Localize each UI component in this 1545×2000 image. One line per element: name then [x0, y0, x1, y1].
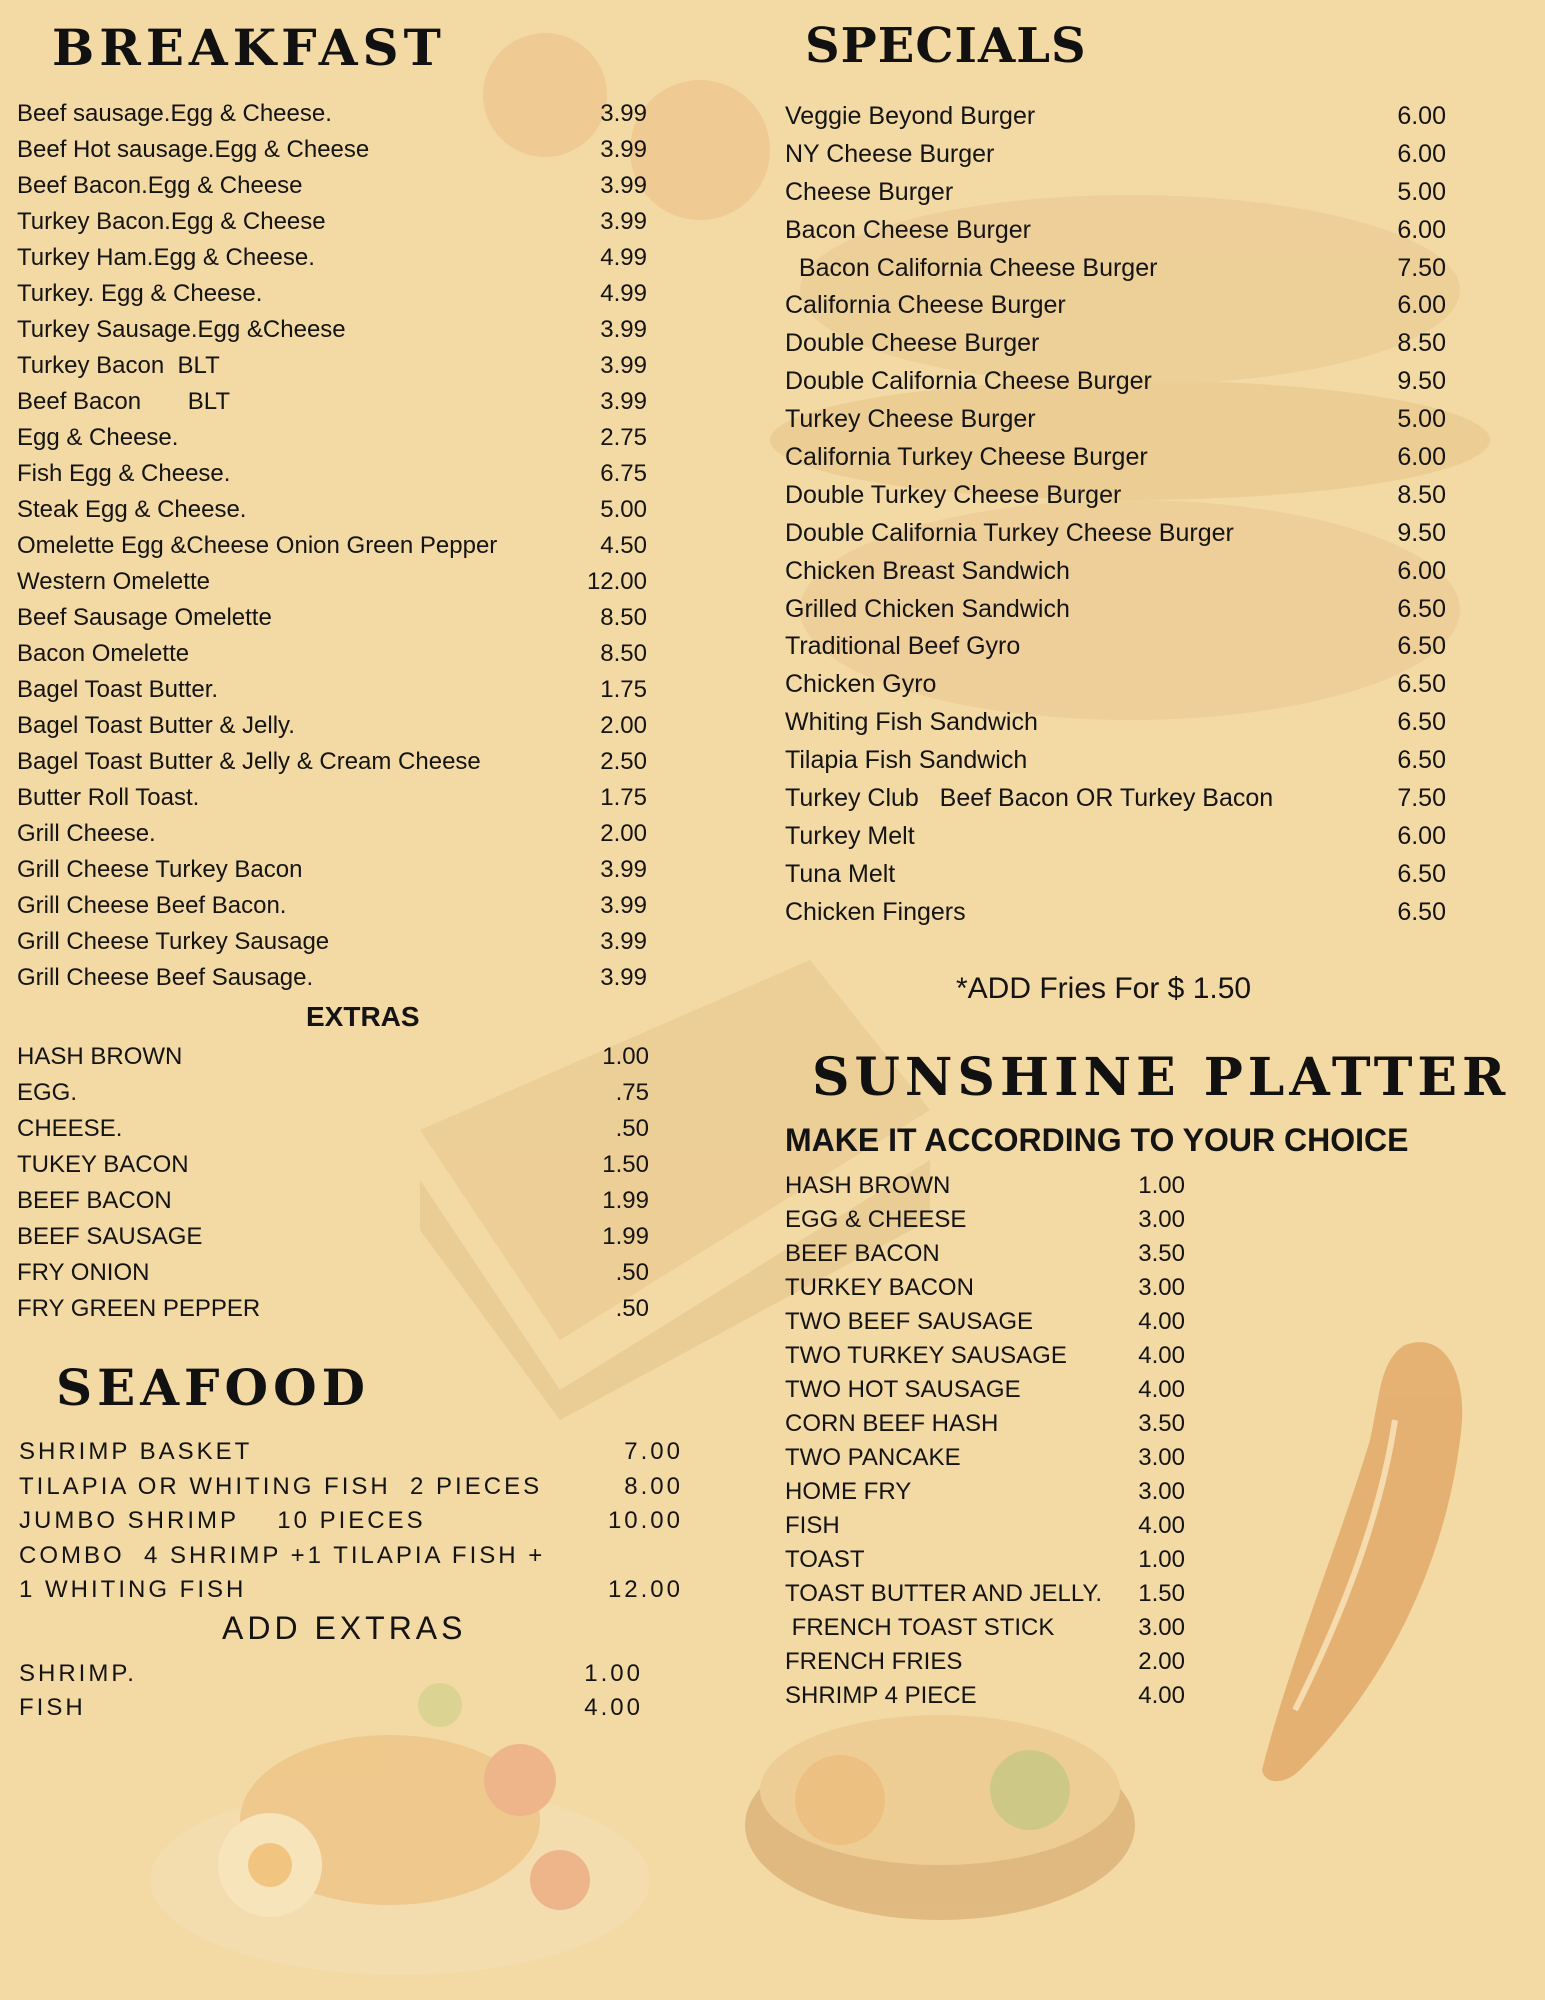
menu-item-row [17, 672, 647, 708]
add-extras-title: ADD EXTRAS [222, 1610, 467, 1646]
menu-item-row [785, 552, 1446, 590]
menu-item-row [785, 1645, 1185, 1679]
menu-item-name: CORN BEEF HASH [785, 1410, 999, 1437]
menu-item-name: Beef Sausage Omelette [17, 604, 272, 631]
menu-item-name: Bacon Omelette [17, 640, 190, 667]
menu-item-row [17, 564, 647, 600]
menu-item-name: SHRIMP 4 PIECE [785, 1682, 977, 1709]
menu-item-name: CHEESE. [17, 1115, 123, 1142]
menu-item-name: TWO HOT SAUSAGE [785, 1376, 1021, 1403]
menu-item-name: 1 WHITING FISH [19, 1576, 247, 1603]
menu-item-price: 8.00 [624, 1472, 683, 1500]
menu-item-name: Grill Cheese. [17, 820, 156, 847]
bowl-illustration [745, 1715, 1135, 1920]
menu-item-name: Beef Hot sausage.Egg & Cheese [17, 136, 370, 163]
menu-item-price: 3.99 [600, 316, 647, 343]
menu-item-price: 4.00 [1138, 1512, 1185, 1539]
menu-item-price: 3.00 [1138, 1206, 1185, 1233]
menu-item-row [17, 204, 647, 240]
menu-item-price: 12.00 [607, 1576, 683, 1603]
menu-item-name: TUKEY BACON [17, 1151, 189, 1178]
menu-item-price: 3.00 [1138, 1478, 1185, 1505]
menu-item-row [17, 1039, 649, 1075]
menu-item-price: 4.99 [600, 244, 647, 271]
menu-item-price: .50 [615, 1115, 649, 1142]
menu-item-price: .50 [615, 1295, 649, 1322]
menu-item-price: 1.75 [600, 676, 647, 703]
menu-item-row [785, 1305, 1185, 1339]
menu-item-name: Chicken Fingers [785, 897, 966, 926]
menu-item-name: Butter Roll Toast. [17, 784, 200, 811]
menu-item-name: SHRIMP BASKET [19, 1438, 253, 1465]
menu-item-row [19, 1538, 683, 1573]
extras-title: EXTRAS [306, 1001, 420, 1032]
menu-item-row [17, 960, 647, 996]
menu-item-row [17, 744, 647, 780]
menu-item-row [17, 780, 647, 816]
specials-list [785, 97, 1446, 931]
menu-item-name: Steak Egg & Cheese. [17, 496, 247, 523]
menu-item-name: TOAST [785, 1546, 865, 1573]
menu-item-name: BEEF BACON [17, 1187, 172, 1214]
menu-item-row [785, 1509, 1185, 1543]
menu-item-name: Turkey. Egg & Cheese. [17, 280, 263, 307]
menu-item-name: Turkey Bacon BLT [17, 352, 220, 379]
menu-item-price: 6.50 [1397, 859, 1446, 888]
breakfast-title: BREAKFAST [52, 18, 446, 77]
menu-item-row [785, 514, 1446, 552]
menu-item-row [785, 1169, 1185, 1203]
menu-item-name: Bacon Cheese Burger [785, 215, 1031, 244]
menu-item-row [785, 211, 1446, 249]
menu-item-row [785, 703, 1446, 741]
menu-item-row [785, 1237, 1185, 1271]
menu-item-price: 7.00 [624, 1438, 683, 1465]
menu-item-price: 2.75 [600, 424, 647, 451]
menu-item-row [17, 1147, 649, 1183]
menu-item-price: 6.00 [1397, 215, 1446, 244]
menu-item-price: 12.00 [586, 568, 647, 595]
menu-item-name: Turkey Cheese Burger [785, 405, 1036, 434]
platter-subtitle: MAKE IT ACCORDING TO YOUR CHOICE [785, 1122, 1409, 1158]
menu-item-name: TOAST BUTTER AND JELLY. [785, 1580, 1102, 1607]
menu-item-name: Chicken Gyro [785, 670, 937, 699]
menu-item-price: 6.50 [1397, 746, 1446, 775]
menu-item-row [785, 1203, 1185, 1237]
menu-item-price: 3.99 [600, 388, 647, 415]
menu-item-price: 8.50 [600, 604, 647, 631]
menu-item-price: 6.50 [1397, 632, 1446, 661]
menu-item-price: 6.50 [1397, 897, 1446, 926]
menu-item-price: 2.00 [600, 820, 647, 847]
menu-item-row [17, 600, 647, 636]
menu-item-price: 3.99 [600, 208, 647, 235]
menu-item-price: 1.00 [584, 1660, 643, 1687]
menu-item-row [17, 1183, 649, 1219]
menu-item-price: 4.00 [1138, 1682, 1185, 1709]
menu-item-name: Double Cheese Burger [785, 329, 1040, 358]
menu-item-price: 4.00 [1138, 1342, 1185, 1369]
menu-item-name: Turkey Ham.Egg & Cheese. [17, 244, 315, 271]
menu-item-row [17, 348, 647, 384]
menu-item-price: 10.00 [607, 1507, 683, 1534]
menu-item-name: FRENCH TOAST STICK [785, 1614, 1055, 1641]
menu-item-price: 6.00 [1397, 139, 1446, 168]
menu-item-price: 1.00 [1138, 1546, 1185, 1573]
menu-item-name: TURKEY BACON [785, 1274, 974, 1301]
noodle-plate-illustration [150, 1683, 650, 1975]
menu-item-row [785, 665, 1446, 703]
seafood-list [19, 1434, 683, 1607]
menu-item-row [785, 1679, 1185, 1713]
menu-item-row [17, 816, 647, 852]
menu-item-row [17, 132, 647, 168]
menu-item-row [785, 249, 1446, 287]
menu-item-row [17, 528, 647, 564]
menu-item-row [17, 168, 647, 204]
menu-item-row [17, 1291, 649, 1327]
menu-item-name: NY Cheese Burger [785, 139, 995, 168]
menu-item-row [17, 1255, 649, 1291]
menu-item-row [17, 852, 647, 888]
menu-item-row [785, 590, 1446, 628]
menu-item-price: 4.00 [1138, 1308, 1185, 1335]
menu-item-price: 3.50 [1138, 1410, 1185, 1437]
menu-item-row [17, 636, 647, 672]
menu-item-row [785, 779, 1446, 817]
menu-item-row [17, 96, 647, 132]
menu-item-row [785, 817, 1446, 855]
menu-item-row [785, 893, 1446, 931]
menu-item-name: Traditional Beef Gyro [785, 632, 1021, 661]
breakfast-list [17, 96, 647, 996]
menu-item-price: 4.00 [1138, 1376, 1185, 1403]
menu-item-price: 5.00 [600, 496, 647, 523]
menu-item-price: 8.50 [600, 640, 647, 667]
platter-list [785, 1169, 1185, 1713]
menu-item-name: BEEF BACON [785, 1240, 940, 1267]
menu-item-price: 3.00 [1138, 1614, 1185, 1641]
menu-item-price: .50 [615, 1259, 649, 1286]
menu-item-row [785, 1407, 1185, 1441]
menu-item-price: 6.00 [1397, 291, 1446, 320]
menu-item-price: 6.00 [1397, 443, 1446, 472]
menu-item-name: Turkey Sausage.Egg &Cheese [17, 316, 346, 343]
menu-item-row [785, 855, 1446, 893]
menu-item-name: FRY GREEN PEPPER [17, 1295, 261, 1322]
menu-item-name: Egg & Cheese. [17, 424, 179, 451]
menu-item-price: 6.00 [1397, 556, 1446, 585]
menu-item-row [17, 1111, 649, 1147]
menu-item-row [785, 97, 1446, 135]
menu-item-row [19, 1469, 683, 1504]
menu-item-price: 3.99 [600, 964, 647, 991]
menu-item-price: 2.00 [600, 712, 647, 739]
menu-item-row [785, 1577, 1185, 1611]
menu-item-row [785, 1543, 1185, 1577]
menu-item-name: Turkey Club Beef Bacon OR Turkey Bacon [785, 784, 1274, 813]
menu-item-price: 3.99 [600, 892, 647, 919]
menu-item-name: FRENCH FRIES [785, 1648, 963, 1675]
sausage-illustration [1262, 1342, 1462, 1781]
menu-item-name: Grill Cheese Beef Sausage. [17, 964, 314, 991]
menu-item-row [785, 1271, 1185, 1305]
menu-item-name: Bacon California Cheese Burger [785, 253, 1158, 282]
menu-item-price: 3.99 [600, 928, 647, 955]
menu-item-price: 8.50 [1397, 329, 1446, 358]
menu-item-name: Chicken Breast Sandwich [785, 556, 1070, 585]
menu-item-row [785, 476, 1446, 514]
menu-item-row [19, 1691, 643, 1725]
menu-item-name: FISH [785, 1512, 840, 1539]
menu-item-name: Beef Bacon BLT [17, 388, 230, 415]
menu-item-row [17, 492, 647, 528]
menu-item-row [785, 135, 1446, 173]
menu-item-row [17, 456, 647, 492]
menu-item-price: .75 [615, 1079, 649, 1106]
menu-item-price: 5.00 [1397, 405, 1446, 434]
menu-item-row [17, 276, 647, 312]
menu-item-name: Double California Cheese Burger [785, 367, 1152, 396]
menu-item-name: Double Turkey Cheese Burger [785, 480, 1122, 509]
menu-item-name: TWO PANCAKE [785, 1444, 961, 1471]
menu-item-price: 4.50 [600, 532, 647, 559]
menu-item-price: 3.99 [600, 100, 647, 127]
menu-item-price: 1.75 [600, 784, 647, 811]
menu-item-name: Turkey Bacon.Egg & Cheese [17, 208, 326, 235]
menu-item-name: JUMBO SHRIMP 10 PIECES [19, 1507, 426, 1534]
menu-item-price: 3.99 [600, 352, 647, 379]
menu-item-price: 5.00 [1397, 177, 1446, 206]
extras-list [17, 1039, 649, 1327]
menu-item-price: 1.50 [602, 1151, 649, 1178]
menu-item-row [19, 1434, 683, 1469]
menu-item-name: Grill Cheese Turkey Sausage [17, 928, 330, 955]
menu-item-name: Tilapia Fish Sandwich [785, 746, 1028, 775]
add-extras-list [19, 1657, 643, 1725]
menu-item-row [785, 362, 1446, 400]
menu-item-price: 1.00 [602, 1043, 649, 1070]
menu-item-price: 6.75 [600, 460, 647, 487]
menu-item-name: Turkey Melt [785, 821, 915, 850]
menu-item-price: 6.00 [1397, 102, 1446, 130]
menu-item-name: California Turkey Cheese Burger [785, 443, 1148, 472]
menu-item-price: 9.50 [1397, 518, 1446, 547]
menu-item-row [19, 1657, 643, 1691]
menu-item-name: Bagel Toast Butter. [17, 676, 219, 703]
menu-item-row [785, 1441, 1185, 1475]
menu-item-name: Double California Turkey Cheese Burger [785, 518, 1234, 547]
menu-item-name: EGG & CHEESE [785, 1206, 967, 1233]
menu-item-row [17, 1075, 649, 1111]
menu-item-row [785, 1373, 1185, 1407]
menu-item-price: 1.00 [1138, 1172, 1185, 1199]
menu-item-name: HASH BROWN [17, 1043, 183, 1070]
menu-item-row [785, 173, 1446, 211]
menu-item-row [17, 240, 647, 276]
menu-item-price: 1.99 [602, 1187, 649, 1214]
menu-item-price: 4.99 [600, 280, 647, 307]
menu-item-price: 7.50 [1397, 253, 1446, 282]
menu-item-name: Tuna Melt [785, 859, 896, 888]
fries-note: *ADD Fries For $ 1.50 [956, 972, 1252, 1005]
menu-item-name: SHRIMP. [19, 1660, 137, 1687]
menu-item-name: Grill Cheese Beef Bacon. [17, 892, 287, 919]
menu-item-name: COMBO 4 SHRIMP +1 TILAPIA FISH + [19, 1541, 546, 1569]
platter-title: SUNSHINE PLATTER [812, 1047, 1511, 1108]
menu-item-row [785, 627, 1446, 665]
menu-item-name: TWO TURKEY SAUSAGE [785, 1342, 1067, 1369]
menu-item-price: 6.50 [1397, 708, 1446, 737]
menu-item-price: 3.00 [1138, 1444, 1185, 1471]
menu-item-row [17, 1219, 649, 1255]
menu-item-row [19, 1572, 683, 1607]
menu-item-price: 3.99 [600, 136, 647, 163]
menu-item-name: Fish Egg & Cheese. [17, 460, 231, 487]
menu-item-name: EGG. [17, 1079, 78, 1106]
menu-item-row [19, 1503, 683, 1538]
menu-item-name: Beef sausage.Egg & Cheese. [17, 100, 332, 127]
menu-item-row [17, 924, 647, 960]
menu-item-price: 3.00 [1138, 1274, 1185, 1301]
menu-item-name: HOME FRY [785, 1478, 912, 1505]
menu-item-row [17, 420, 647, 456]
menu-item-name: TWO BEEF SAUSAGE [785, 1308, 1034, 1335]
menu-item-price: 7.50 [1397, 784, 1446, 813]
menu-item-row [17, 384, 647, 420]
menu-item-name: Whiting Fish Sandwich [785, 708, 1038, 737]
menu-item-row [785, 741, 1446, 779]
menu-item-name: California Cheese Burger [785, 291, 1066, 320]
menu-item-row [17, 708, 647, 744]
menu-item-price: 6.50 [1397, 670, 1446, 699]
menu-item-name: Bagel Toast Butter & Jelly. [17, 712, 295, 739]
menu-item-row [785, 1339, 1185, 1373]
menu-item-row [785, 324, 1446, 362]
menu-item-price: 4.00 [584, 1694, 643, 1721]
menu-item-price: 9.50 [1397, 367, 1446, 396]
menu-item-name: Beef Bacon.Egg & Cheese [17, 172, 303, 199]
menu-item-name: HASH BROWN [785, 1172, 951, 1199]
menu-item-price: 8.50 [1397, 480, 1446, 509]
specials-title: SPECIALS [805, 18, 1087, 74]
menu-item-name: Grilled Chicken Sandwich [785, 594, 1070, 623]
menu-item-name: Western Omelette [17, 568, 210, 595]
seafood-title: SEAFOOD [56, 1358, 370, 1417]
menu-item-price: 1.50 [1138, 1580, 1185, 1607]
menu-item-price: 2.00 [1138, 1648, 1185, 1675]
menu-item-price: 6.50 [1397, 594, 1446, 623]
menu-item-name: Veggie Beyond Burger [785, 102, 1036, 130]
menu-item-price: 2.50 [600, 748, 647, 775]
menu-item-price: 3.99 [600, 856, 647, 883]
menu-item-row [785, 1475, 1185, 1509]
menu-item-name: FRY ONION [17, 1259, 150, 1286]
menu-item-name: Bagel Toast Butter & Jelly & Cream Cheese [17, 748, 481, 775]
menu-item-row [17, 888, 647, 924]
menu-item-row [785, 1611, 1185, 1645]
menu-item-name: TILAPIA OR WHITING FISH 2 PIECES [19, 1472, 543, 1500]
menu-item-row [785, 286, 1446, 324]
menu-item-price: 1.99 [602, 1223, 649, 1250]
menu-item-price: 3.99 [600, 172, 647, 199]
menu-item-price: 6.00 [1397, 821, 1446, 850]
menu-item-row [785, 438, 1446, 476]
menu-item-price: 3.50 [1138, 1240, 1185, 1267]
menu-item-row [785, 400, 1446, 438]
menu-item-name: BEEF SAUSAGE [17, 1223, 203, 1250]
menu-item-name: Cheese Burger [785, 177, 954, 206]
menu-item-name: FISH [19, 1694, 86, 1721]
menu-item-row [17, 312, 647, 348]
menu-item-name: Grill Cheese Turkey Bacon [17, 856, 303, 883]
menu-item-name: Omelette Egg &Cheese Onion Green Pepper [17, 532, 498, 559]
